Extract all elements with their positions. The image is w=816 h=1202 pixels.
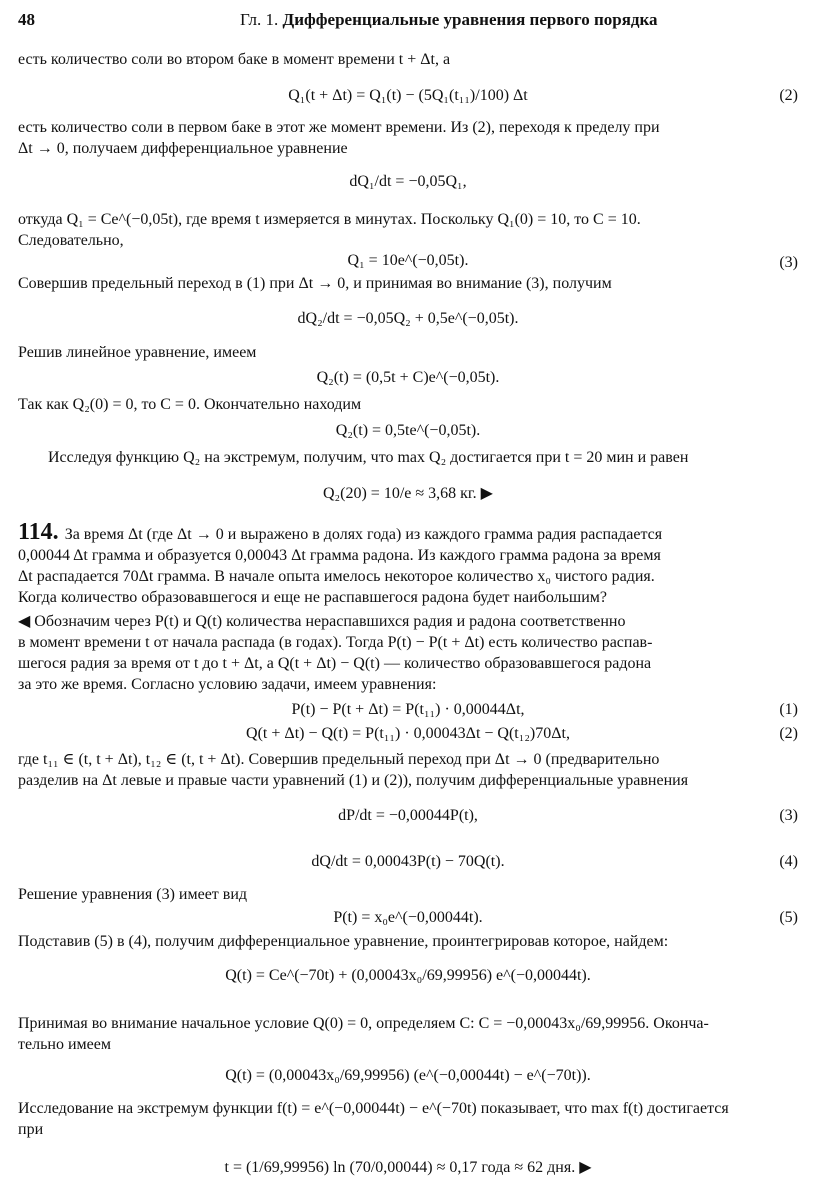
text-line: Δt → 0, получаем дифференциальное уравнение bbox=[18, 140, 348, 157]
equation-body: Q(t) = (0,00043x₀/69,99956) (e^(−0,00044t) − e^(−70t)). bbox=[225, 1067, 591, 1084]
text-line: Следовательно, bbox=[18, 232, 124, 249]
equation bbox=[0, 724, 816, 744]
equation-body: Q₂(t) = 0,5te^(−0,05t). bbox=[335, 422, 481, 439]
equation bbox=[0, 368, 816, 388]
text-line: в момент времени t от начала распада (в годах). Тогда P(t) − P(t + Δt) есть количество распав- bbox=[18, 634, 653, 651]
equation-number: (2) bbox=[779, 87, 798, 104]
text-line: Исследуя функцию Q₂ на экстремум, получим, что max Q₂ достигается при t = 20 мин и равен bbox=[48, 449, 689, 466]
equation bbox=[0, 908, 816, 928]
text-line: есть количество соли во втором баке в момент времени t + Δt, а bbox=[18, 51, 451, 68]
equation-body: dP/dt = −0,00044P(t), bbox=[338, 807, 478, 824]
text-line: Решение уравнения (3) имеет вид bbox=[18, 886, 248, 903]
text-line: Принимая во внимание начальное условие Q(0) = 0, определяем C: C = −0,00043x₀/69,99956. Оконча- bbox=[18, 1015, 709, 1032]
problem-number: 114. bbox=[18, 519, 59, 545]
equation-body: Q₁(t + Δt) = Q₁(t) − (5Q₁(t₁₁)/100) Δt bbox=[288, 87, 528, 104]
equation-number: (4) bbox=[779, 853, 798, 870]
equation bbox=[0, 484, 816, 504]
equation-body: t = (1/69,99956) ln (70/0,00044) ≈ 0,17 года ≈ 62 дня. ▶ bbox=[224, 1159, 592, 1176]
equation bbox=[0, 852, 816, 872]
text-line: тельно имеем bbox=[18, 1036, 111, 1053]
equation-body: dQ/dt = 0,00043P(t) − 70Q(t). bbox=[311, 853, 505, 870]
equation bbox=[0, 806, 816, 826]
equation-body: Q(t + Δt) − Q(t) = P(t₁₁) · 0,00043Δt − Q(t₁₂)70Δt, bbox=[246, 725, 570, 742]
equation bbox=[0, 86, 816, 106]
text-line: 0,00044 Δt грамма и образуется 0,00043 Δt грамма радона. Из каждого грамма радона за время bbox=[18, 547, 661, 564]
text-line: ◀ Обозначим через P(t) и Q(t) количества нераспавшихся радия и радона соответственно bbox=[18, 613, 626, 630]
text-line: Совершив предельный переход в (1) при Δt → 0, и принимая во внимание (3), получим bbox=[18, 275, 612, 292]
page-number: 48 bbox=[18, 10, 35, 29]
equation-body: Q₂(20) = 10/e ≈ 3,68 кг. ▶ bbox=[323, 485, 493, 502]
equation-body: Q(t) = Ce^(−70t) + (0,00043x₀/69,99956) e^(−0,00044t). bbox=[225, 967, 591, 984]
text-line: есть количество соли в первом баке в этот же момент времени. Из (2), переходя к пределу при bbox=[18, 119, 660, 136]
problem-text: За время Δt (где Δt → 0 и выражено в долях года) из каждого грамма радия распадается bbox=[64, 526, 663, 543]
text-line: Δt распадается 70Δt грамма. В начале опыта имелось некоторое количество x₀ чистого радия. bbox=[18, 568, 655, 585]
equation bbox=[0, 309, 816, 329]
text-line: шегося радия за время от t до t + Δt, а Q(t + Δt) − Q(t) — количество образовавшегося радона bbox=[18, 655, 652, 672]
equation-number: (5) bbox=[779, 909, 798, 926]
text-line: где t₁₁ ∈ (t, t + Δt), t₁₂ ∈ (t, t + Δt). Совершив предельный переход при Δt → 0 (предварительно bbox=[18, 751, 660, 768]
problem-line bbox=[18, 519, 800, 545]
text-line: Исследование на экстремум функции f(t) = e^(−0,00044t) − e^(−70t) показывает, что max f(t) достигается bbox=[18, 1100, 729, 1117]
text-line: разделив на Δt левые и правые части уравнений (1) и (2)), получим дифференциальные уравнения bbox=[18, 772, 689, 789]
equation bbox=[0, 251, 816, 271]
equation-body: P(t) = x₀e^(−0,00044t). bbox=[333, 909, 483, 926]
equation-body: Q₂(t) = (0,5t + C)e^(−0,05t). bbox=[316, 369, 500, 386]
text-line: Подставив (5) в (4), получим дифференциальное уравнение, проинтегрировав которое, найдем: bbox=[18, 933, 669, 950]
equation-number: (2) bbox=[779, 725, 798, 742]
running-header bbox=[240, 10, 658, 30]
text-line: Так как Q₂(0) = 0, то C = 0. Окончательно находим bbox=[18, 396, 362, 413]
equation-number: (1) bbox=[779, 701, 798, 718]
equation-body: dQ₂/dt = −0,05Q₂ + 0,5e^(−0,05t). bbox=[297, 310, 519, 327]
equation bbox=[0, 1158, 816, 1178]
chapter-title: Дифференциальные уравнения первого порядка bbox=[282, 10, 658, 29]
equation-body: P(t) − P(t + Δt) = P(t₁₁) · 0,00044Δt, bbox=[291, 701, 525, 718]
equation-body: dQ₁/dt = −0,05Q₁, bbox=[349, 173, 467, 190]
text-line: откуда Q₁ = Ce^(−0,05t), где время t измеряется в минутах. Поскольку Q₁(0) = 10, то C = 10. bbox=[18, 211, 641, 228]
equation bbox=[0, 172, 816, 192]
equation-body: Q₁ = 10e^(−0,05t). bbox=[347, 252, 469, 269]
chapter-label: Гл. 1. bbox=[240, 10, 279, 29]
equation bbox=[0, 700, 816, 720]
equation bbox=[0, 1066, 816, 1086]
text-line: при bbox=[18, 1121, 44, 1138]
equation bbox=[0, 966, 816, 986]
text-line: за это же время. Согласно условию задачи, имеем уравнения: bbox=[18, 676, 437, 693]
equation-number: (3) bbox=[779, 807, 798, 824]
equation-number: (3) bbox=[779, 254, 798, 271]
text-line: Решив линейное уравнение, имеем bbox=[18, 344, 257, 361]
text-line: Когда количество образовавшегося и еще не распавшегося радона будет наибольшим? bbox=[18, 589, 608, 606]
equation bbox=[0, 421, 816, 441]
